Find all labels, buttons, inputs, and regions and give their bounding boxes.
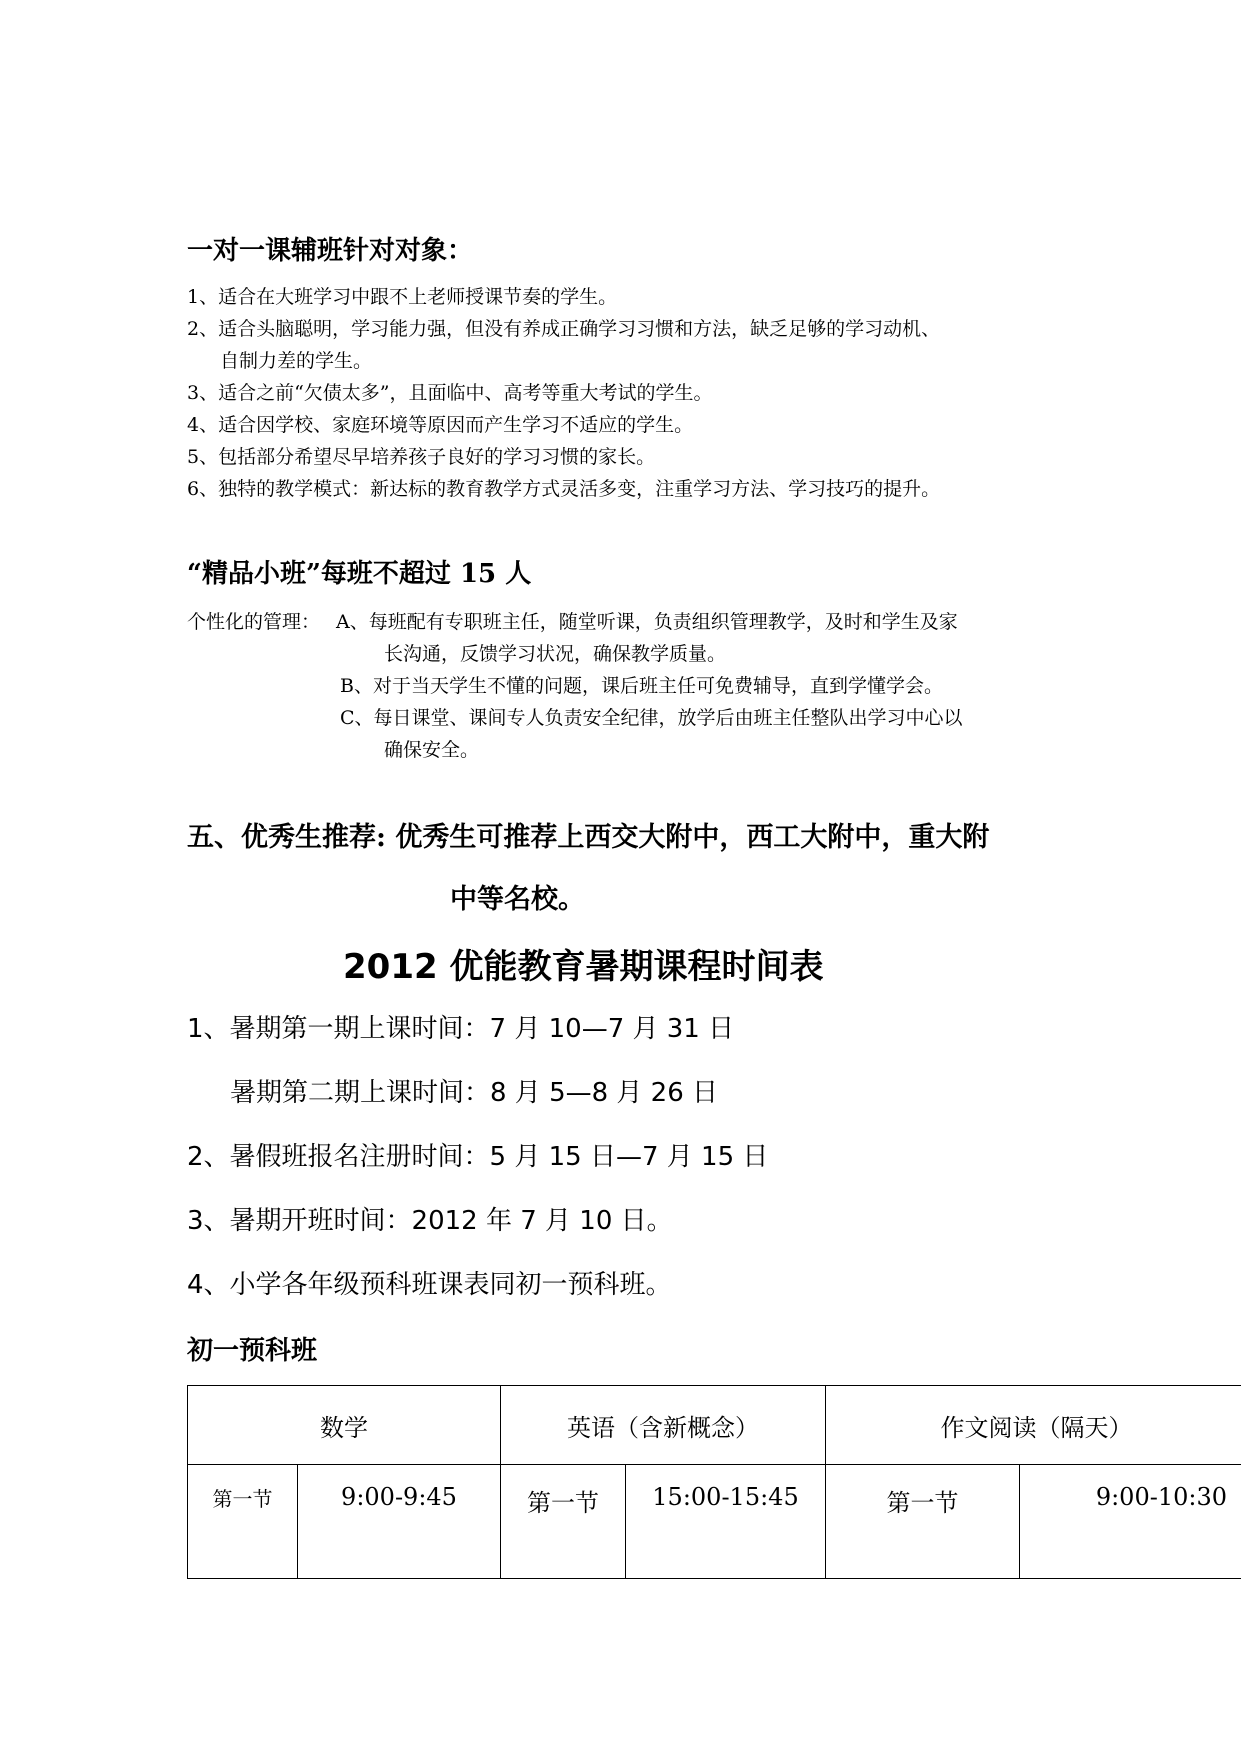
math-period-label: 第一节 [188, 1465, 298, 1579]
section1-item-5: 5、包括部分希望尽早培养孩子良好的学习习惯的家长。 [187, 446, 656, 468]
section1-item-1: 1、适合在大班学习中跟不上老师授课节奏的学生。 [187, 286, 618, 308]
section1-item-4: 4、适合因学校、家庭环境等原因而产生学习不适应的学生。 [187, 414, 694, 436]
composition-period-time: 9:00-10:30 [1020, 1465, 1241, 1579]
section2-line-c-cont: 确保安全。 [384, 739, 480, 761]
english-period-time: 15:00-15:45 [626, 1465, 826, 1579]
section1-item-3: 3、适合之前“欠债太多”，且面临中、高考等重大考试的学生。 [187, 382, 713, 404]
section1-item-6: 6、独特的教学模式：新达标的教育教学方式灵活多变，注重学习方法、学习技巧的提升。 [187, 478, 941, 500]
header-english: 英语（含新概念） [501, 1386, 826, 1465]
section2-line-a: A、每班配有专职班主任，随堂听课，负责组织管理教学，及时和学生及家 [336, 611, 958, 633]
schedule-item-3: 3、暑期开班时间：2012 年 7 月 10 日。 [187, 1206, 673, 1236]
section1-item-2-cont: 自制力差的学生。 [220, 350, 373, 372]
timetable [187, 1385, 1241, 1579]
section2-line-c: C、每日课堂、课间专人负责安全纪律，放学后由班主任整队出学习中心以 [340, 707, 963, 729]
schedule-item-4: 4、小学各年级预科班课表同初一预科班。 [187, 1270, 672, 1300]
section2-line-b: B、对于当天学生不懂的问题，课后班主任可免费辅导，直到学懂学会。 [340, 675, 943, 697]
section2-label: 个性化的管理： [187, 611, 321, 633]
schedule-item-1: 1、暑期第一期上课时间：7 月 10—7 月 31 日 [187, 1014, 735, 1044]
section1-item-2: 2、适合头脑聪明，学习能力强，但没有养成正确学习习惯和方法，缺乏足够的学习动机、 [187, 318, 941, 340]
schedule-item-1b: 暑期第二期上课时间：8 月 5—8 月 26 日 [230, 1078, 719, 1108]
section2-line-a-cont: 长沟通，反馈学习状况，确保教学质量。 [384, 643, 727, 665]
timetable-header-row [188, 1386, 1241, 1465]
schedule-title: 2012 优能教育暑期课程时间表 [343, 947, 824, 987]
header-composition: 作文阅读（隔天） [826, 1386, 1241, 1465]
section2-heading: “精品小班”每班不超过 15 人 [187, 559, 532, 589]
section3-line1: 五、优秀生推荐: 优秀生可推荐上西交大附中，西工大附中，重大附 [187, 822, 990, 853]
section1-heading: 一对一课辅班针对对象： [187, 236, 474, 266]
schedule-item-2: 2、暑假班报名注册时间：5 月 15 日—7 月 15 日 [187, 1142, 769, 1172]
class-title: 初一预科班 [187, 1336, 318, 1366]
header-math: 数学 [188, 1386, 501, 1465]
english-period-label: 第一节 [501, 1465, 626, 1579]
math-period-time: 9:00-9:45 [298, 1465, 501, 1579]
composition-period-label: 第一节 [826, 1465, 1020, 1579]
section3-line2: 中等名校。 [450, 884, 585, 915]
table-row [188, 1465, 1241, 1579]
